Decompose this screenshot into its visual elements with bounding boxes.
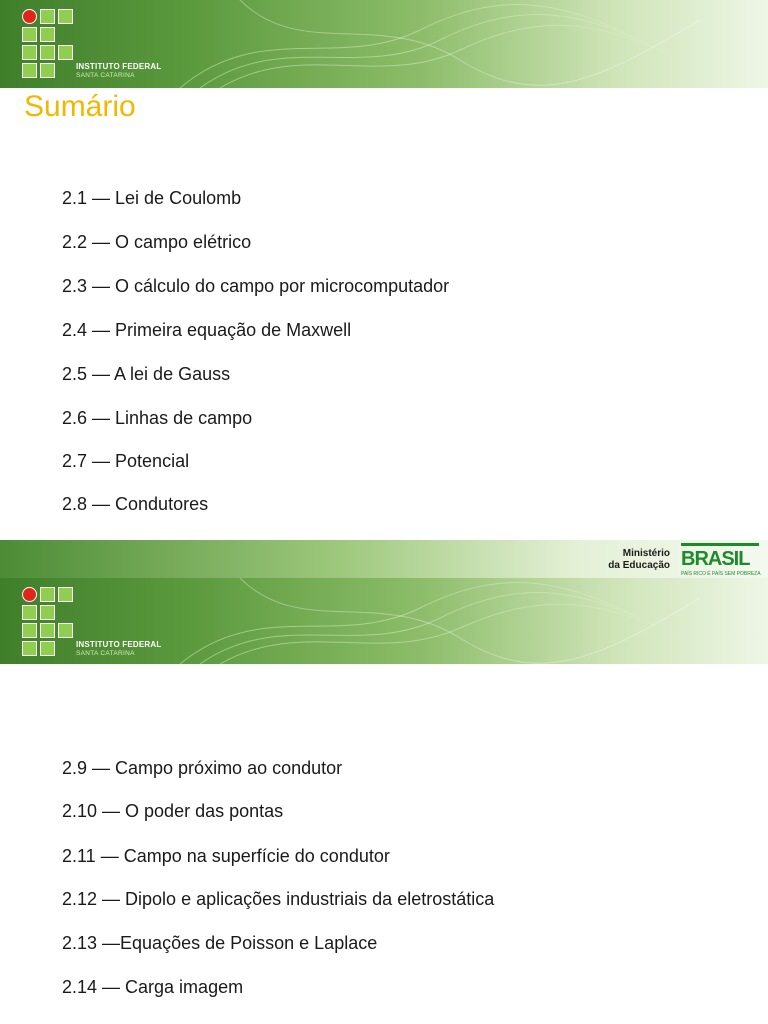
list-item: 2.10 — O poder das pontas [62, 801, 284, 821]
slide-2 [0, 578, 768, 1024]
slide-title: Sumário [24, 90, 136, 123]
header-banner [0, 578, 768, 664]
if-logo-icon [22, 9, 76, 77]
institute-campus: SANTA CATARINA [76, 650, 135, 657]
ministry-label-line2: da Educação [608, 560, 670, 571]
list-item: 2.1 — Lei de Coulomb [62, 188, 242, 208]
ministry-label-line1: Ministério [622, 548, 670, 559]
list-item: 2.8 — Condutores [62, 494, 209, 514]
list-item: 2.11 — Campo na superfície do condutor [62, 846, 390, 866]
institute-campus: SANTA CATARINA [76, 72, 135, 79]
list-item: 2.2 — O campo elétrico [62, 232, 252, 252]
list-item: 2.12 — Dipolo e aplicações industriais da eletrostática [62, 889, 495, 909]
footer-banner [0, 540, 768, 578]
list-item: 2.3 — O cálculo do campo por microcomputador [62, 276, 450, 296]
brasil-flag-stripe-icon [681, 543, 759, 546]
list-item: 2.13 —Equações de Poisson e Laplace [62, 933, 378, 953]
list-item: 2.5 — A lei de Gauss [62, 364, 231, 384]
list-item: 2.14 — Carga imagem [62, 977, 244, 997]
brasil-tagline: PAÍS RICO É PAÍS SEM POBREZA [681, 571, 761, 577]
list-item: 2.9 — Campo próximo ao condutor [62, 758, 343, 778]
header-banner [0, 0, 768, 88]
institute-name: INSTITUTO FEDERAL [76, 640, 162, 649]
list-item: 2.7 — Potencial [62, 451, 190, 471]
list-item: 2.6 — Linhas de campo [62, 408, 253, 428]
institute-name: INSTITUTO FEDERAL [76, 62, 162, 71]
list-item: 2.4 — Primeira equação de Maxwell [62, 320, 352, 340]
if-logo-icon [22, 587, 76, 655]
brasil-logo: BRASIL [681, 548, 750, 570]
